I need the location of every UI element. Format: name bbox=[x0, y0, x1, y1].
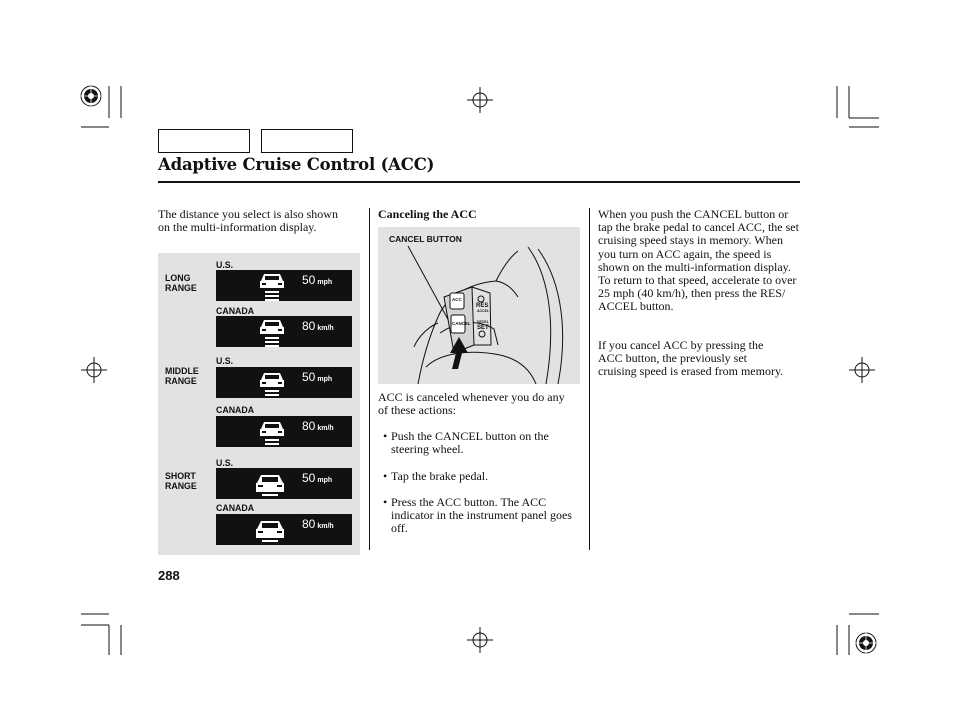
column-divider bbox=[589, 208, 590, 550]
speed-value: 50 bbox=[302, 370, 316, 384]
bullet-text: Tap the brake pedal. bbox=[391, 469, 489, 483]
car-distance-icon bbox=[250, 514, 290, 545]
bullet-text: Press the ACC button. The ACC indicator in the instrument panel goes off. bbox=[391, 495, 572, 536]
mid-display-middle-canada bbox=[216, 416, 352, 447]
mid-display-middle-us bbox=[216, 367, 352, 398]
nav-tab-table-of-contents[interactable] bbox=[261, 129, 353, 153]
crosshair-icon bbox=[849, 357, 875, 383]
section-heading-canceling: Canceling the ACC bbox=[378, 207, 477, 221]
range-label-middle: MIDDLE RANGE bbox=[165, 366, 199, 386]
bullet-item bbox=[383, 470, 578, 483]
speed-unit: km/h bbox=[317, 425, 334, 432]
switch-label-acc: ACC bbox=[452, 297, 462, 302]
bullet-item bbox=[383, 430, 578, 456]
page-title: Adaptive Cruise Control (ACC) bbox=[158, 155, 435, 174]
speed-unit: mph bbox=[317, 279, 333, 286]
cancel-button-callout: CANCEL BUTTON bbox=[389, 234, 462, 244]
speed-unit: mph bbox=[317, 477, 333, 484]
speed-value: 50 bbox=[302, 273, 316, 287]
car-distance-icon bbox=[252, 270, 292, 301]
range-label-long: LONG RANGE bbox=[165, 273, 197, 293]
bullet-dot: • bbox=[383, 469, 388, 483]
bullet-item bbox=[383, 496, 578, 536]
erase-memory-paragraph: If you cancel ACC by pressing the ACC button, the previously set cruising speed is erased from memory. bbox=[598, 338, 784, 379]
region-label: CANADA bbox=[216, 306, 255, 316]
region-label: U.S. bbox=[216, 260, 234, 270]
cancel-button-figure bbox=[378, 227, 580, 384]
mid-display-short-canada bbox=[216, 514, 352, 545]
region-label: CANADA bbox=[216, 503, 255, 513]
region-label: CANADA bbox=[216, 405, 255, 415]
page-number: 288 bbox=[158, 568, 180, 583]
car-distance-icon bbox=[252, 316, 292, 347]
cancel-intro-text: ACC is canceled whenever you do any of these actions: bbox=[378, 390, 565, 418]
car-distance-icon bbox=[252, 416, 292, 447]
speed-unit: km/h bbox=[317, 325, 334, 332]
bullet-dot: • bbox=[383, 495, 388, 509]
mid-display-long-canada bbox=[216, 316, 352, 347]
speed-unit: mph bbox=[317, 376, 333, 383]
column-divider bbox=[369, 208, 370, 550]
mid-display-long-us bbox=[216, 270, 352, 301]
resume-paragraph: When you push the CANCEL button or tap the brake pedal to cancel ACC, the set cruising speed stays in memory. When you turn on ACC again, the speed is shown on the multi-information display. To return to that speed, accelerate to over 25 mph (40 km/h), then press the RES/ ACCEL button. bbox=[598, 207, 799, 314]
steering-wheel-illustration bbox=[378, 227, 580, 384]
range-label-short: SHORT RANGE bbox=[165, 471, 197, 491]
region-label: U.S. bbox=[216, 356, 234, 366]
bullet-dot: • bbox=[383, 429, 388, 443]
registration-target-icon bbox=[854, 631, 878, 655]
crosshair-icon bbox=[467, 87, 493, 113]
switch-label-decel: DECEL bbox=[477, 320, 489, 324]
car-distance-icon bbox=[250, 468, 290, 499]
switch-label-set: SET bbox=[477, 325, 489, 331]
nav-tab-main-menu[interactable] bbox=[158, 129, 250, 153]
speed-unit: km/h bbox=[317, 523, 334, 530]
switch-label-res: RES bbox=[476, 303, 489, 309]
registration-target-icon bbox=[79, 84, 103, 108]
car-distance-icon bbox=[252, 367, 292, 398]
title-rule bbox=[158, 181, 800, 183]
speed-value: 50 bbox=[302, 471, 316, 485]
crosshair-icon bbox=[81, 357, 107, 383]
bullet-text: Push the CANCEL button on the steering wheel. bbox=[391, 429, 549, 457]
switch-label-accel: ACCEL bbox=[477, 309, 490, 313]
region-label: U.S. bbox=[216, 458, 234, 468]
speed-value: 80 bbox=[302, 517, 316, 531]
switch-label-cancel: CANCEL bbox=[452, 321, 471, 326]
left-intro-text: The distance you select is also shown on the multi-information display. bbox=[158, 207, 338, 235]
mid-display-short-us bbox=[216, 468, 352, 499]
speed-value: 80 bbox=[302, 419, 316, 433]
speed-value: 80 bbox=[302, 319, 316, 333]
crosshair-icon bbox=[467, 627, 493, 653]
